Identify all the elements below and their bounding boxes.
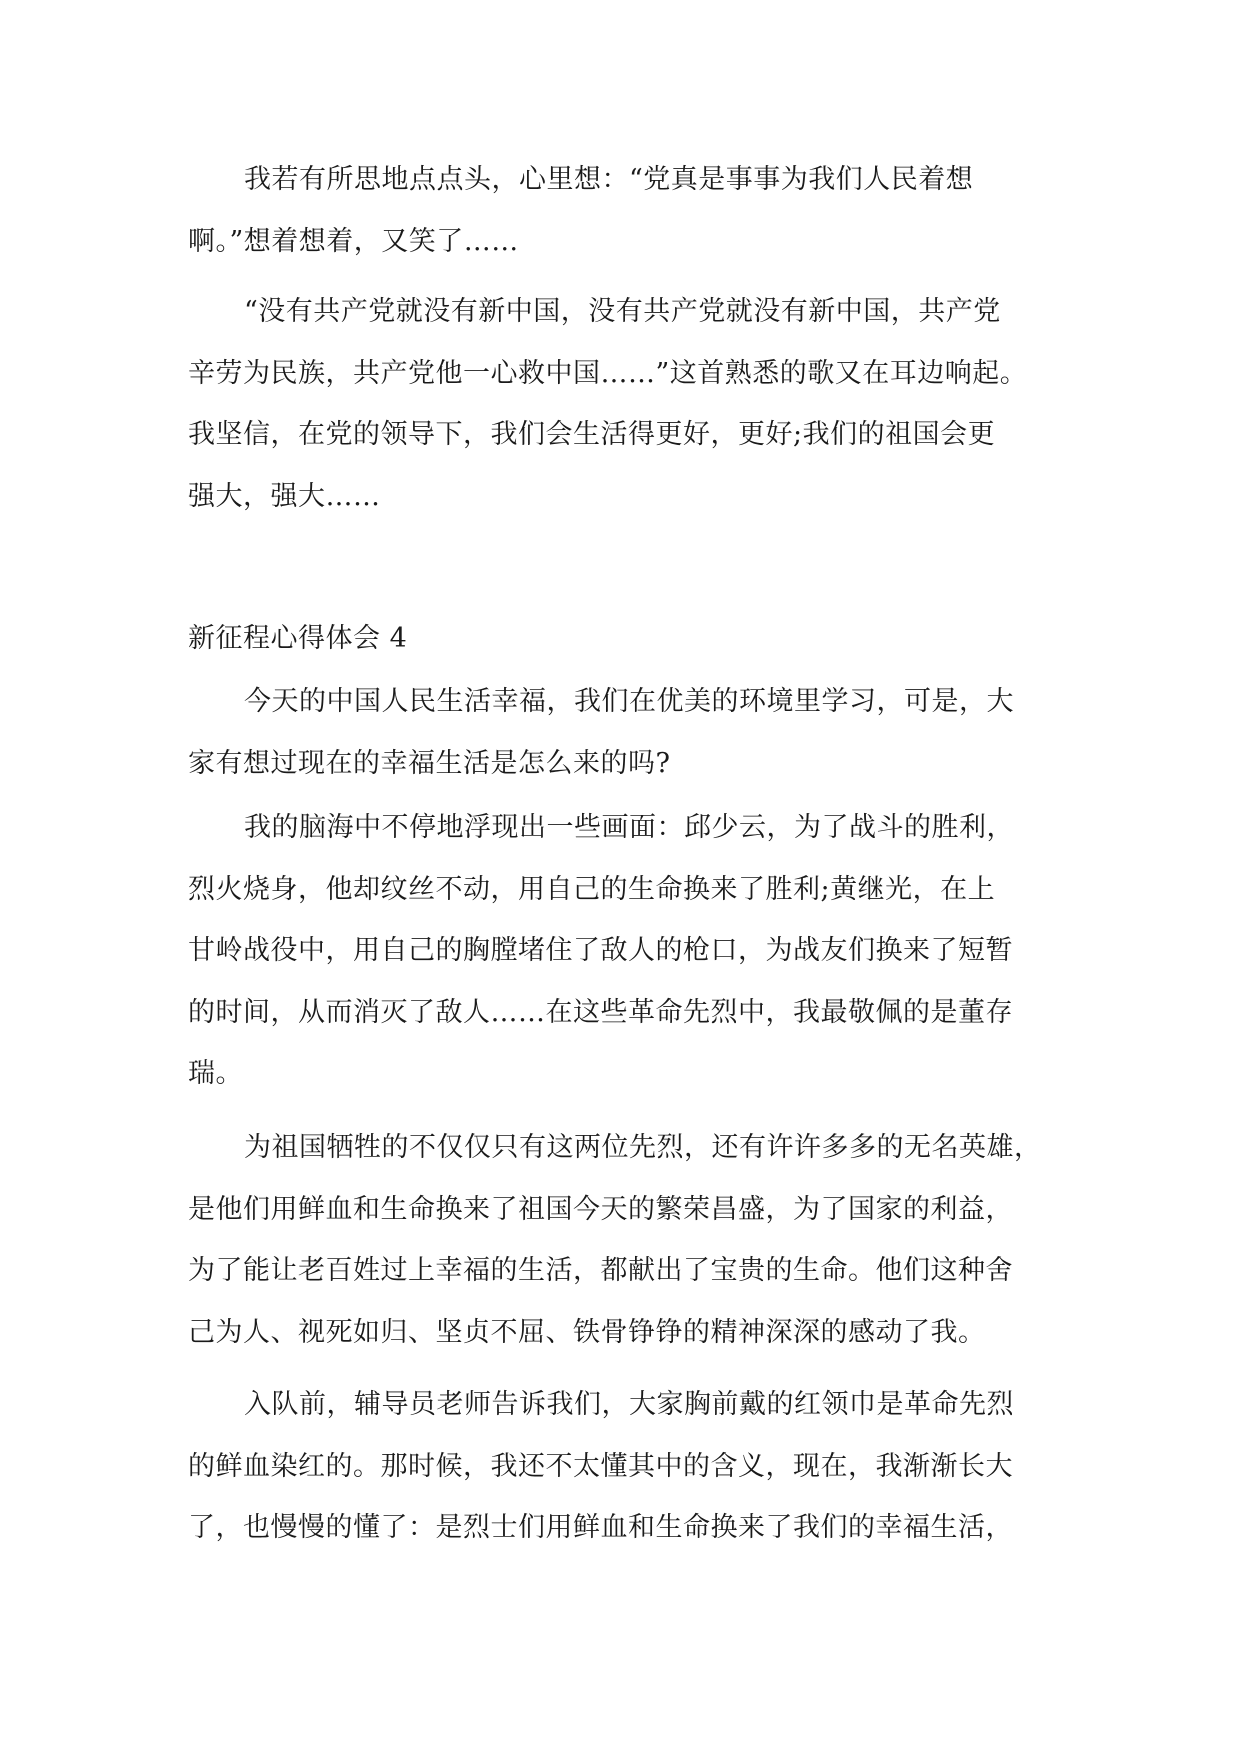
paragraph-line: 为祖国牺牲的不仅仅只有这两位先烈，还有许许多多的无名英雄， <box>244 1132 1042 1163</box>
paragraph-line: 甘岭战役中，用自己的胸膛堵住了敌人的枪口，为战友们换来了短暂 <box>188 935 1013 966</box>
paragraph-line: 我坚信，在党的领导下，我们会生活得更好，更好;我们的祖国会更 <box>188 419 996 450</box>
paragraph-line: 我的脑海中不停地浮现出一些画面：邱少云，为了战斗的胜利， <box>244 812 1014 843</box>
paragraph-line: 啊。”想着想着，又笑了…… <box>188 225 519 257</box>
paragraph-line: 了，也慢慢的懂了：是烈士们用鲜血和生命换来了我们的幸福生活， <box>188 1512 1013 1543</box>
paragraph <box>188 281 1058 527</box>
paragraph-line: 我若有所思地点点头，心里想：“党真是事事为我们人民着想 <box>244 164 974 195</box>
paragraph-line: 家有想过现在的幸福生活是怎么来的吗? <box>188 747 671 779</box>
paragraph-line: 瑞。 <box>188 1058 243 1089</box>
paragraph <box>188 671 1058 794</box>
paragraph <box>188 149 1058 272</box>
paragraph <box>188 797 1058 1105</box>
paragraph-line: 今天的中国人民生活幸福，我们在优美的环境里学习，可是，大 <box>244 686 1014 717</box>
paragraph-line: 烈火烧身，他却纹丝不动，用自己的生命换来了胜利;黄继光，在上 <box>188 873 996 905</box>
paragraph-line: 是他们用鲜血和生命换来了祖国今天的繁荣昌盛，为了国家的利益， <box>188 1193 1013 1225</box>
paragraph-line: 为了能让老百姓过上幸福的生活，都献出了宝贵的生命。他们这种舍 <box>188 1255 1013 1286</box>
paragraph-line: 强大，强大…… <box>188 480 381 512</box>
section-heading: 新征程心得体会 4 <box>188 623 408 654</box>
paragraph-line: 的时间，从而消灭了敌人……在这些革命先烈中，我最敬佩的是董存 <box>188 996 1013 1028</box>
paragraph-line: “没有共产党就没有新中国，没有共产党就没有新中国，共产党 <box>244 296 1001 327</box>
paragraph <box>188 1117 1058 1363</box>
paragraph-line: 己为人、视死如归、坚贞不屈、铁骨铮铮的精神深深的感动了我。 <box>188 1316 986 1348</box>
paragraph <box>188 1374 1058 1559</box>
paragraph-line: 入队前，辅导员老师告诉我们，大家胸前戴的红领巾是革命先烈 <box>244 1389 1014 1420</box>
paragraph-line: 辛劳为民族，共产党他一心救中国……”这首熟悉的歌又在耳边响起。 <box>188 357 1028 389</box>
paragraph-line: 的鲜血染红的。那时候，我还不太懂其中的含义，现在，我渐渐长大 <box>188 1450 1013 1482</box>
